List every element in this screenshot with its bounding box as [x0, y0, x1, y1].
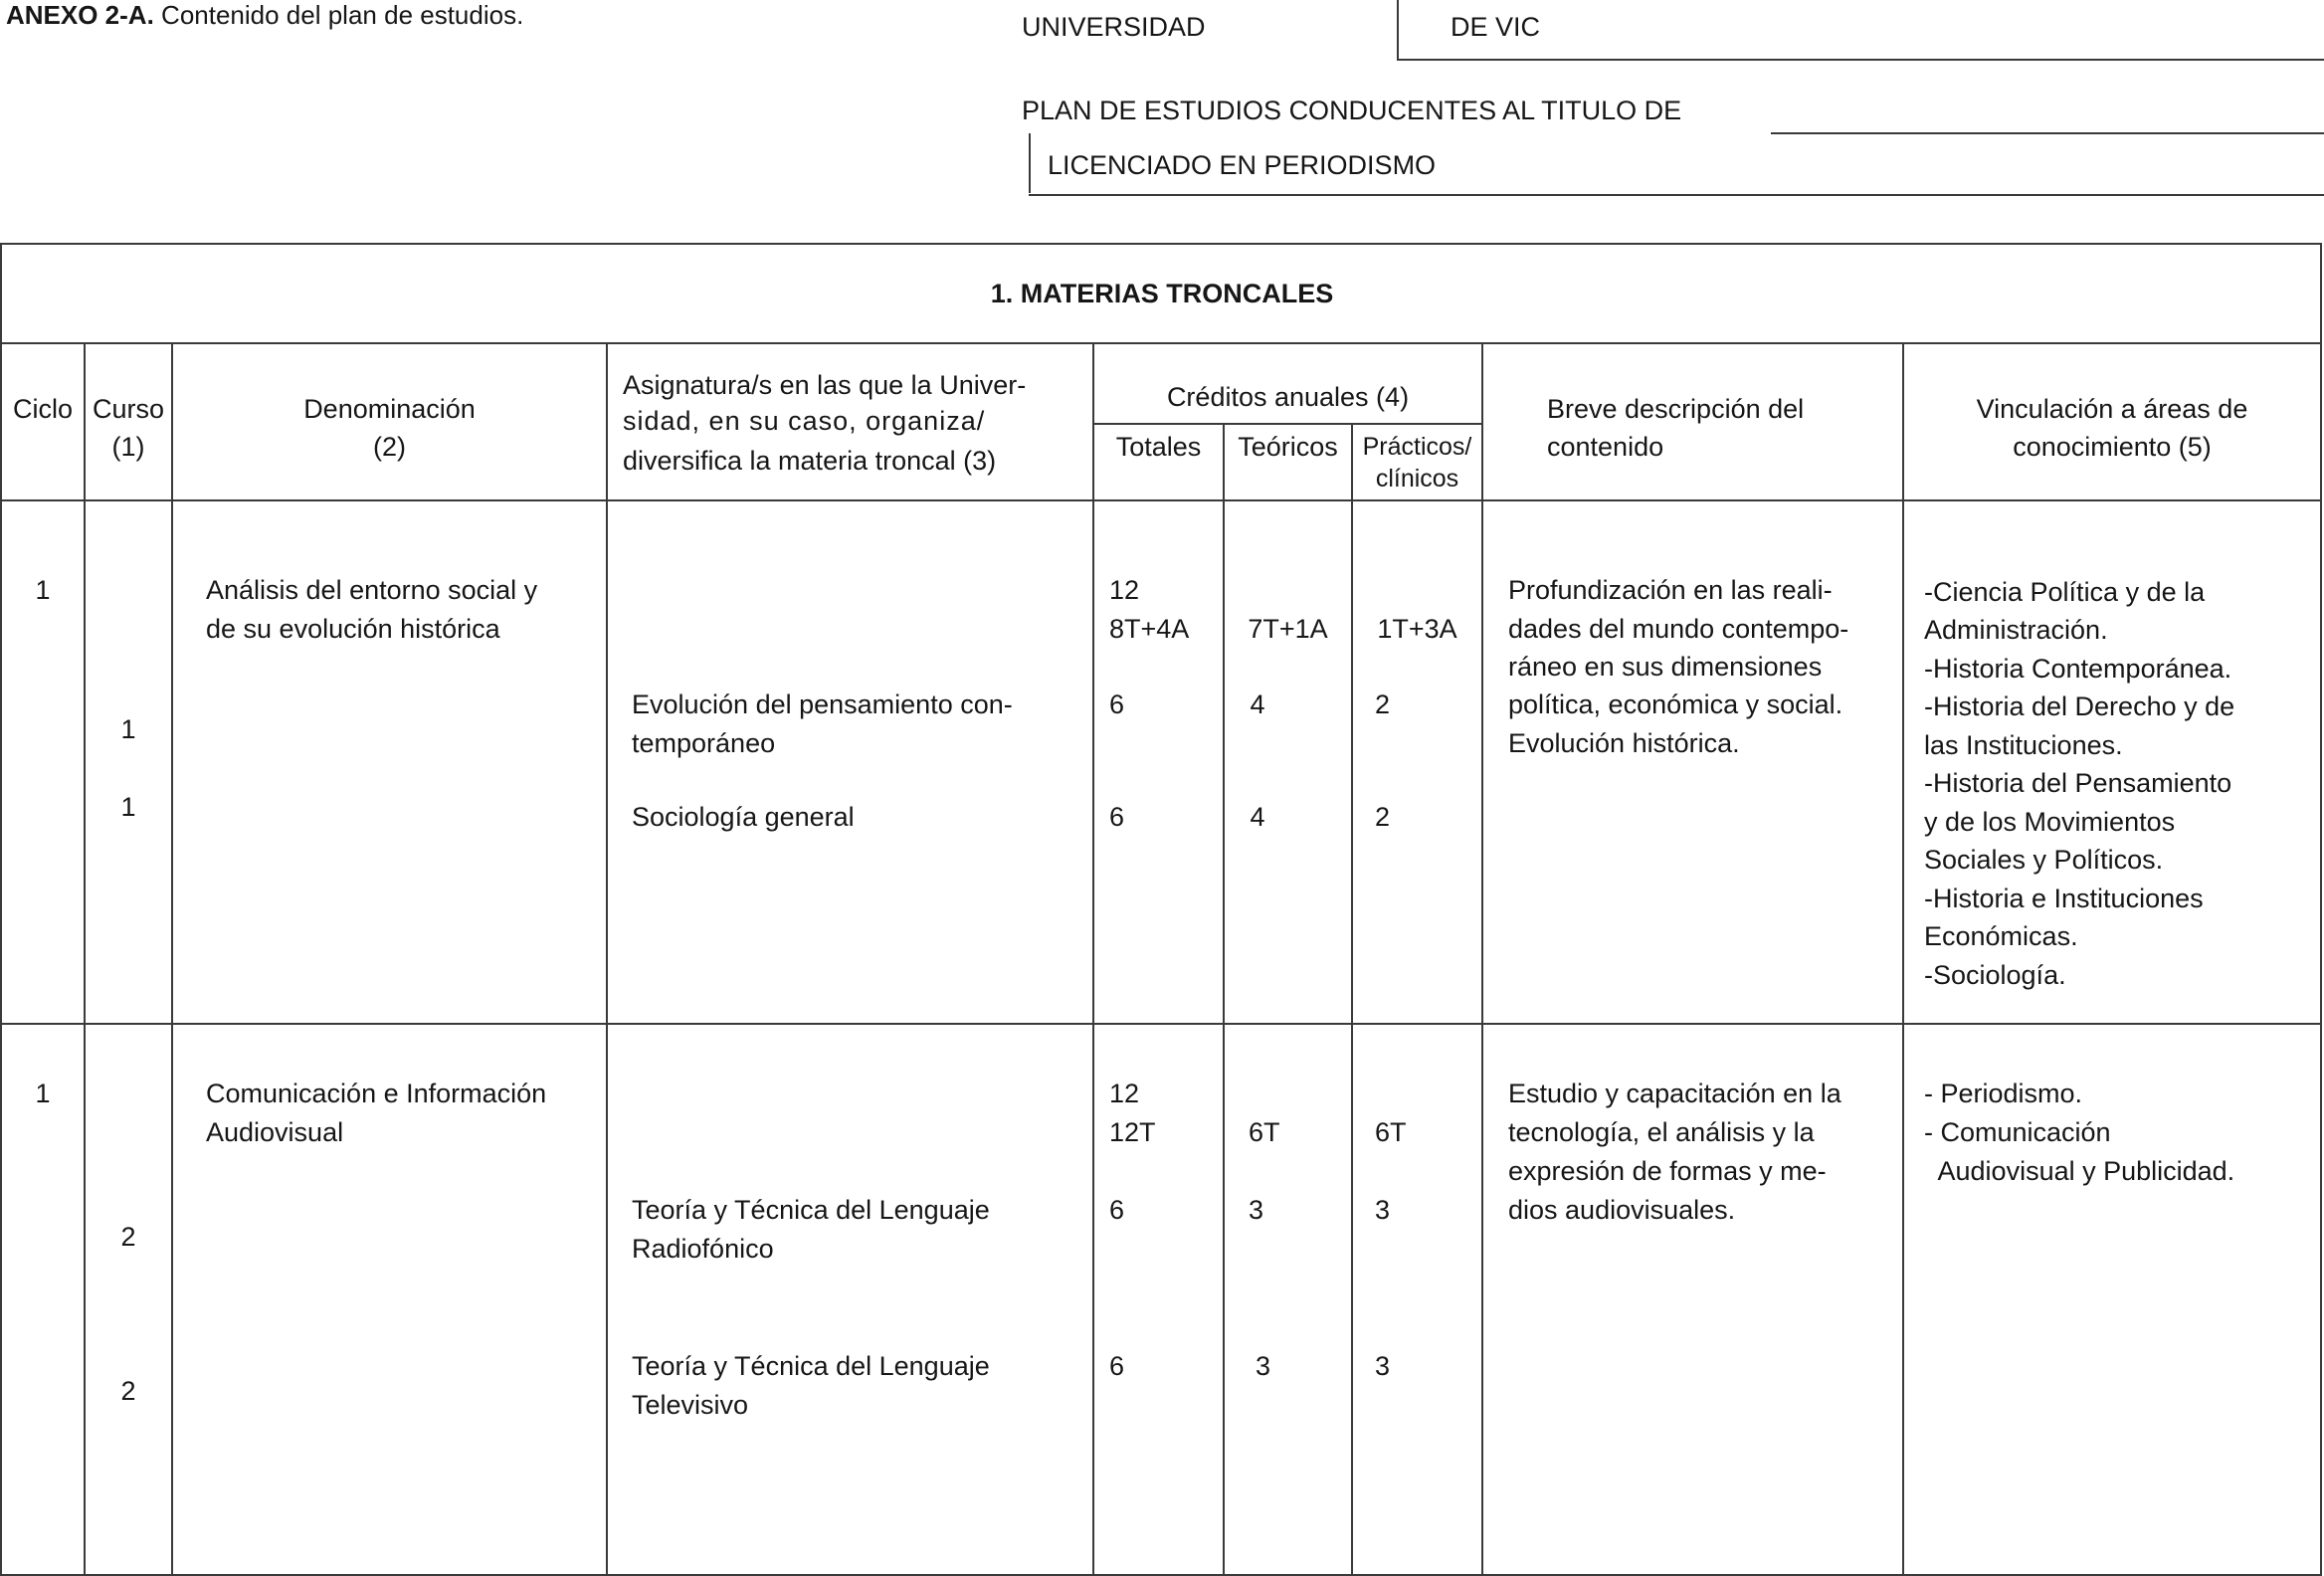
ciclo-cell: 1 — [35, 575, 51, 605]
titulo-underline — [1029, 194, 2324, 196]
totales-cell: 6 — [1109, 690, 1125, 719]
annex-title — [6, 0, 523, 31]
vinculacion-line: Administración. — [1924, 615, 2108, 645]
col-header-curso: Curso — [92, 394, 165, 424]
practicos-cell: 2 — [1375, 802, 1391, 832]
teoricos-cell: 3 — [1249, 1195, 1264, 1225]
practicos-cell: 6T — [1375, 1117, 1407, 1147]
denominacion-line: de su evolución histórica — [206, 614, 500, 644]
table-left-border — [0, 243, 2, 1576]
section-title: 1. MATERIAS TRONCALES — [990, 279, 1334, 308]
col-line-totales — [1223, 424, 1225, 1576]
teoricos-cell: 7T+1A — [1248, 614, 1328, 644]
asignatura-line: Televisivo — [632, 1390, 749, 1420]
teoricos-cell: 6T — [1249, 1117, 1280, 1147]
vinculacion-line: y de los Movimientos — [1924, 807, 2176, 837]
vinculacion-line: -Historia del Derecho y de — [1924, 691, 2235, 721]
titulo-divider — [1029, 133, 1031, 193]
curso-cell: 2 — [120, 1376, 136, 1406]
vinculacion-line: -Historia e Instituciones — [1924, 884, 2204, 913]
col-line-breve — [1902, 342, 1904, 1576]
universidad-label: UNIVERSIDAD — [1022, 12, 1206, 42]
totales-cell: 6 — [1109, 1195, 1125, 1225]
section-title-divider — [0, 342, 2322, 344]
descripcion-line: dades del mundo contempo- — [1508, 614, 1849, 644]
col-header-vinculacion-line2: conocimiento (5) — [2013, 432, 2212, 462]
col-header-clinicos: clínicos — [1375, 465, 1459, 492]
practicos-cell: 3 — [1375, 1195, 1391, 1225]
col-header-asignatura-line1: Asignatura/s en las que la Univer- — [623, 370, 1027, 400]
vinculacion-line: -Historia del Pensamiento — [1924, 768, 2232, 798]
col-header-denominacion-note: (2) — [373, 432, 406, 462]
teoricos-cell: 3 — [1256, 1351, 1271, 1381]
descripcion-line: Estudio y capacitación en la — [1508, 1079, 1841, 1108]
creditos-subheader-line — [1092, 423, 1481, 425]
vinculacion-line: - Comunicación — [1924, 1117, 2111, 1147]
col-header-curso-note: (1) — [111, 432, 145, 462]
col-header-breve: Breve descripción del — [1547, 394, 1805, 424]
plan-underline — [1771, 132, 2324, 134]
descripcion-line: tecnología, el análisis y la — [1508, 1117, 1815, 1147]
curso-cell: 2 — [120, 1222, 136, 1252]
descripcion-line: ráneo en sus dimensiones — [1508, 652, 1823, 682]
annex-label: ANEXO 2-A. — [6, 0, 154, 30]
ciclo-cell: 1 — [35, 1079, 51, 1108]
denominacion-line: Análisis del entorno social y — [206, 575, 538, 605]
col-header-creditos: Créditos anuales (4) — [1166, 382, 1410, 412]
col-header-ciclo: Ciclo — [12, 394, 73, 424]
asignatura-line: Sociología general — [632, 802, 855, 832]
materias-troncales-table — [0, 243, 2324, 1576]
vinculacion-line: Sociales y Políticos. — [1924, 845, 2164, 875]
denominacion-line: Comunicación e Información — [206, 1079, 547, 1108]
col-line-practicos — [1481, 342, 1483, 1576]
header-bottom-line — [0, 499, 2322, 501]
descripcion-line: expresión de formas y me- — [1508, 1156, 1827, 1186]
teoricos-cell: 4 — [1250, 802, 1265, 832]
col-line-asignatura — [1092, 342, 1094, 1576]
asignatura-line: Radiofónico — [632, 1234, 774, 1264]
vinculacion-line: -Sociología. — [1924, 960, 2066, 990]
annex-description: Contenido del plan de estudios. — [161, 0, 524, 30]
col-header-breve-line2: contenido — [1547, 432, 1664, 462]
universidad-divider — [1397, 0, 1399, 60]
titulo-value: LICENCIADO EN PERIODISMO — [1048, 150, 1437, 180]
col-header-denominacion: Denominación — [303, 394, 476, 424]
universidad-value: DE VIC — [1451, 12, 1541, 42]
vinculacion-line: las Instituciones. — [1924, 730, 2123, 760]
descripcion-line: política, económica y social. — [1508, 690, 1843, 719]
curso-cell: 1 — [120, 792, 136, 822]
denominacion-line: Audiovisual — [206, 1117, 344, 1147]
practicos-cell: 2 — [1375, 690, 1391, 719]
table-right-border — [2320, 243, 2322, 1576]
col-header-totales: Totales — [1115, 432, 1202, 462]
col-header-practicos: Prácticos/ — [1362, 433, 1472, 461]
asignatura-line: Teoría y Técnica del Lenguaje — [632, 1351, 990, 1381]
totales-cell: 12T — [1109, 1117, 1156, 1147]
col-line-teoricos — [1351, 424, 1353, 1576]
totales-cell: 6 — [1109, 802, 1125, 832]
col-header-vinculacion: Vinculación a áreas de — [1976, 394, 2248, 424]
vinculacion-line: Económicas. — [1924, 921, 2078, 951]
col-header-teoricos: Teóricos — [1238, 432, 1338, 462]
col-line-denominacion — [606, 342, 608, 1576]
totales-cell: 12 — [1109, 1079, 1140, 1108]
table-top-border — [0, 243, 2322, 245]
universidad-underline — [1397, 59, 2324, 61]
descripcion-line: dios audiovisuales. — [1508, 1195, 1736, 1225]
row-separator — [0, 1023, 2322, 1025]
asignatura-line: Evolución del pensamiento con- — [632, 690, 1013, 719]
vinculacion-line: - Periodismo. — [1924, 1079, 2083, 1108]
practicos-cell: 3 — [1375, 1351, 1391, 1381]
asignatura-line: Teoría y Técnica del Lenguaje — [632, 1195, 990, 1225]
practicos-cell: 1T+3A — [1377, 614, 1457, 644]
curso-cell: 1 — [120, 714, 136, 744]
col-header-asignatura-line3: diversifica la materia troncal (3) — [623, 446, 997, 476]
asignatura-line: temporáneo — [632, 728, 776, 758]
descripcion-line: Evolución histórica. — [1508, 728, 1740, 758]
teoricos-cell: 4 — [1250, 690, 1265, 719]
totales-cell: 6 — [1109, 1351, 1125, 1381]
totales-cell: 8T+4A — [1109, 614, 1190, 644]
plan-label: PLAN DE ESTUDIOS CONDUCENTES AL TITULO DE — [1022, 96, 1682, 125]
col-header-asignatura-line2: sidad, en su caso, organiza/ — [623, 406, 986, 436]
col-line-curso — [171, 342, 173, 1576]
vinculacion-line: -Ciencia Política y de la — [1924, 577, 2206, 607]
totales-cell: 12 — [1109, 575, 1140, 605]
vinculacion-line: -Historia Contemporánea. — [1924, 654, 2232, 684]
vinculacion-line: Audiovisual y Publicidad. — [1924, 1156, 2235, 1186]
descripcion-line: Profundización en las reali- — [1508, 575, 1833, 605]
